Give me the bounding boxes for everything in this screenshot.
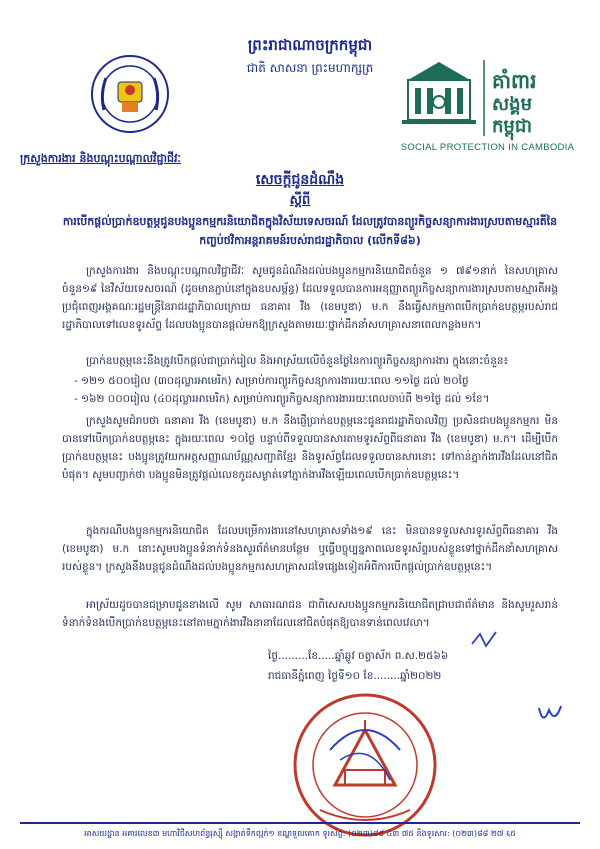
paragraph-3: ក្រសួងសូមជំរាបថា ធនាគារ វីង (ខេមបូឌា) ម.ក នឹងផ្ញើប្រាក់ឧបត្ថម្ភនេះជូនរាជរដ្ឋាភិបាលវិញ ប្រសិនជាបងប្អូនកម្មករ មិនបានទៅបើកប្រាក់ឧបត្ថម្ភនេះ ក្នុងរយៈពេល ១០ថ្ងៃ បន្ទាប់ពីទទួលបានសារតាមទូរស័ព្ទពីធនាគារ វីង (ខេមបូឌា) ម.ក។ ដើម្បីបើកប្រាក់ឧបត្ថម្ភនេះ បងប្អូនត្រូវយកអត្តសញ្ញាណប័ណ្ណសញ្ជាតិខ្មែរ និងទូរស័ព្ទដែលទទួលបានសារនោះ ទៅកាន់ភ្នាក់ងារវីងដែលនៅជិតបំផុត។ សូមបញ្ជាក់ថា បងប្អូនមិនត្រូវផ្តល់លេខកូដសម្ងាត់ទៅភ្នាក់ងារវីងឡើយពេលបើកប្រាក់ឧបត្ថម្ភនេះ។	[62, 415, 558, 481]
bullet-2: - ១៦២ ០០០រៀល (៤០ដុល្លារអាមេរិក) សម្រាប់ការព្យួរកិច្ចសន្យាការងាររយៈពេលចាប់ពី ២១ថ្ងៃ ដល់ ១ខែ។	[74, 393, 490, 405]
logo-caption: SOCIAL PROTECTION IN CAMBODIA	[400, 142, 575, 153]
social-protection-logo	[400, 52, 575, 144]
ministry-emblem	[90, 54, 170, 134]
footer-address: អាសយដ្ឋាន អគារលេខ៣ មហាវិថីសហព័ន្ធរុស្ស៊ី សង្កាត់ទឹកល្អក់១ ខណ្ឌទួលគោក ទូរស័ព្ទ: (០២៣)៨៨ ៤៣ ៧៥ និងទូរសារ: (០២៣)៨៨ ២៧ ६៥	[84, 829, 516, 838]
svg-text:កម្ពុជា: កម្ពុជា	[492, 116, 532, 137]
bullet-1: - ១២១ ៥០០រៀល (៣០ដុល្លារអាមេរិក) សម្រាប់ការព្យួរកិច្ចសន្យាការងាររយៈពេល ១១ថ្ងៃ ដល់ ២០ថ្ងៃ	[74, 375, 469, 387]
paragraph-5: អាស្រ័យដូចបានជម្រាបជូនខាងលើ សូម សាធារណជន ជាពិសេសបងប្អូនកម្មករនិយោជិតជ្រាបជាព័ត៌មាន និងសូមរួសរាន់ទំនាក់ទំនងបើកប្រាក់ឧបត្ថម្ភនេះនៅតាមភ្នាក់ងារវីងនានាដែលនៅជិតបំផុតឱ្យបានទាន់ពេលវេលា។	[62, 599, 558, 629]
national-motto: ជាតិ សាសនា ព្រះមហាក្សត្រ	[246, 61, 374, 75]
lunar-date: ថ្ងៃ.........ខែ.....ឆ្នាំឆ្លូវ ចត្វាស័ក ព.ស.២៥៦៦	[268, 650, 449, 662]
kingdom-title: ព្រះរាជាណាចក្រកម្ពុជា	[247, 36, 373, 54]
paragraph-2: ប្រាក់ឧបត្ថម្ភនេះនឹងត្រូវបើកផ្តល់ជាប្រាក់រៀល និងអាស្រ័យលើចំនួនថ្ងៃនៃការព្យួរកិច្ចសន្យាការងារ ក្នុងនោះចំនួន៖	[86, 355, 509, 367]
paragraph-4: ក្នុងករណីបងប្អូនកម្មករនិយោជិត ដែលបម្រើការងារនៅសហគ្រាសទាំង១៩ នេះ មិនបានទទួលសារទូរស័ព្ទពីធនាគារ វីង (ខេមបូឌា) ម.ក នោះសូមបងប្អូនទំនាក់ទំនងសួរព័ត៌មានបន្ថែម ឬធ្វើបច្ចុប្បន្នភាពលេខទូរស័ព្ទរបស់ខ្លួនទៅថ្នាក់ដឹកនាំសហគ្រាសរបស់ខ្លួន។ ក្រសួងនឹងបន្តជូនដំណឹងដល់បងប្អូនកម្មករសហគ្រាសដទៃផ្សេងទៀតអំពីការបើកផ្តល់ប្រាក់ឧបត្ថម្ភនេះ។	[62, 525, 558, 573]
ministry-name: ក្រសួងការងារ និងបណ្តុះបណ្តាលវិជ្ជាជីវៈ	[20, 152, 181, 165]
notice-subject: ការបើកផ្តល់ប្រាក់ឧបត្ថម្ភជូនបងប្អូនកម្មករនិយោជិតក្នុងវិស័យទេសចរណ៍ ដែលត្រូវបានព្យួរកិច្ចសន្យាការងារស្របតាមស្មារតីនៃកញ្ចប់ថវិកាអន្តរាគមន៍របស់រាជរដ្ឋាភិបាល (លើកទី៨៦)	[62, 215, 558, 247]
signature-initial	[535, 700, 565, 730]
svg-text:សង្គម: សង្គម	[492, 94, 532, 115]
notice-subtitle: ស្តីពី	[289, 193, 311, 208]
notice-title: សេចក្តីជូនដំណឹង	[255, 172, 345, 188]
logo-khmer-text: គាំពារ	[492, 69, 537, 93]
handwritten-mark	[470, 630, 500, 650]
paragraph-1: ក្រសួងការងារ និងបណ្តុះបណ្តាលវិជ្ជាជីវៈ សូមជូនដំណឹងដល់បងប្អូនកម្មករនិយោជិតចំនួន ១ ៧៩១នាក់ នៃសហគ្រាសចំនួន១៩ នៃវិស័យទេសចរណ៍ (ដូចមានភ្ជាប់នៅក្នុងឧបសម្ព័ន្ធ) ដែលទទួលបានការអនុញ្ញាតព្យួរកិច្ចសន្យាការងារស្របតាមស្មារតីអង្គប្រជុំពេញអង្គគណៈរដ្ឋមន្ត្រីនៃរាជរដ្ឋាភិបាលក្រោយ ធនាគារ វីង (ខេមបូឌា) ម.ក នឹងធ្វើសកម្មភាពបើកប្រាក់ឧបត្ថម្ភរបស់រាជរដ្ឋាភិបាលទៅលេខទូរស័ព្ទ ដែលបងប្អូនបានផ្តល់មកឱ្យក្រសួងតាមរយៈថ្នាក់ដឹកនាំសហគ្រាសនាពេលកន្លងមក។	[62, 265, 558, 331]
official-seal	[290, 690, 440, 840]
footer-divider	[20, 822, 580, 824]
solar-date: រាជធានីភ្នំពេញ ថ្ងៃទី១០ ខែ........ឆ្នាំ២០២២	[268, 670, 442, 682]
